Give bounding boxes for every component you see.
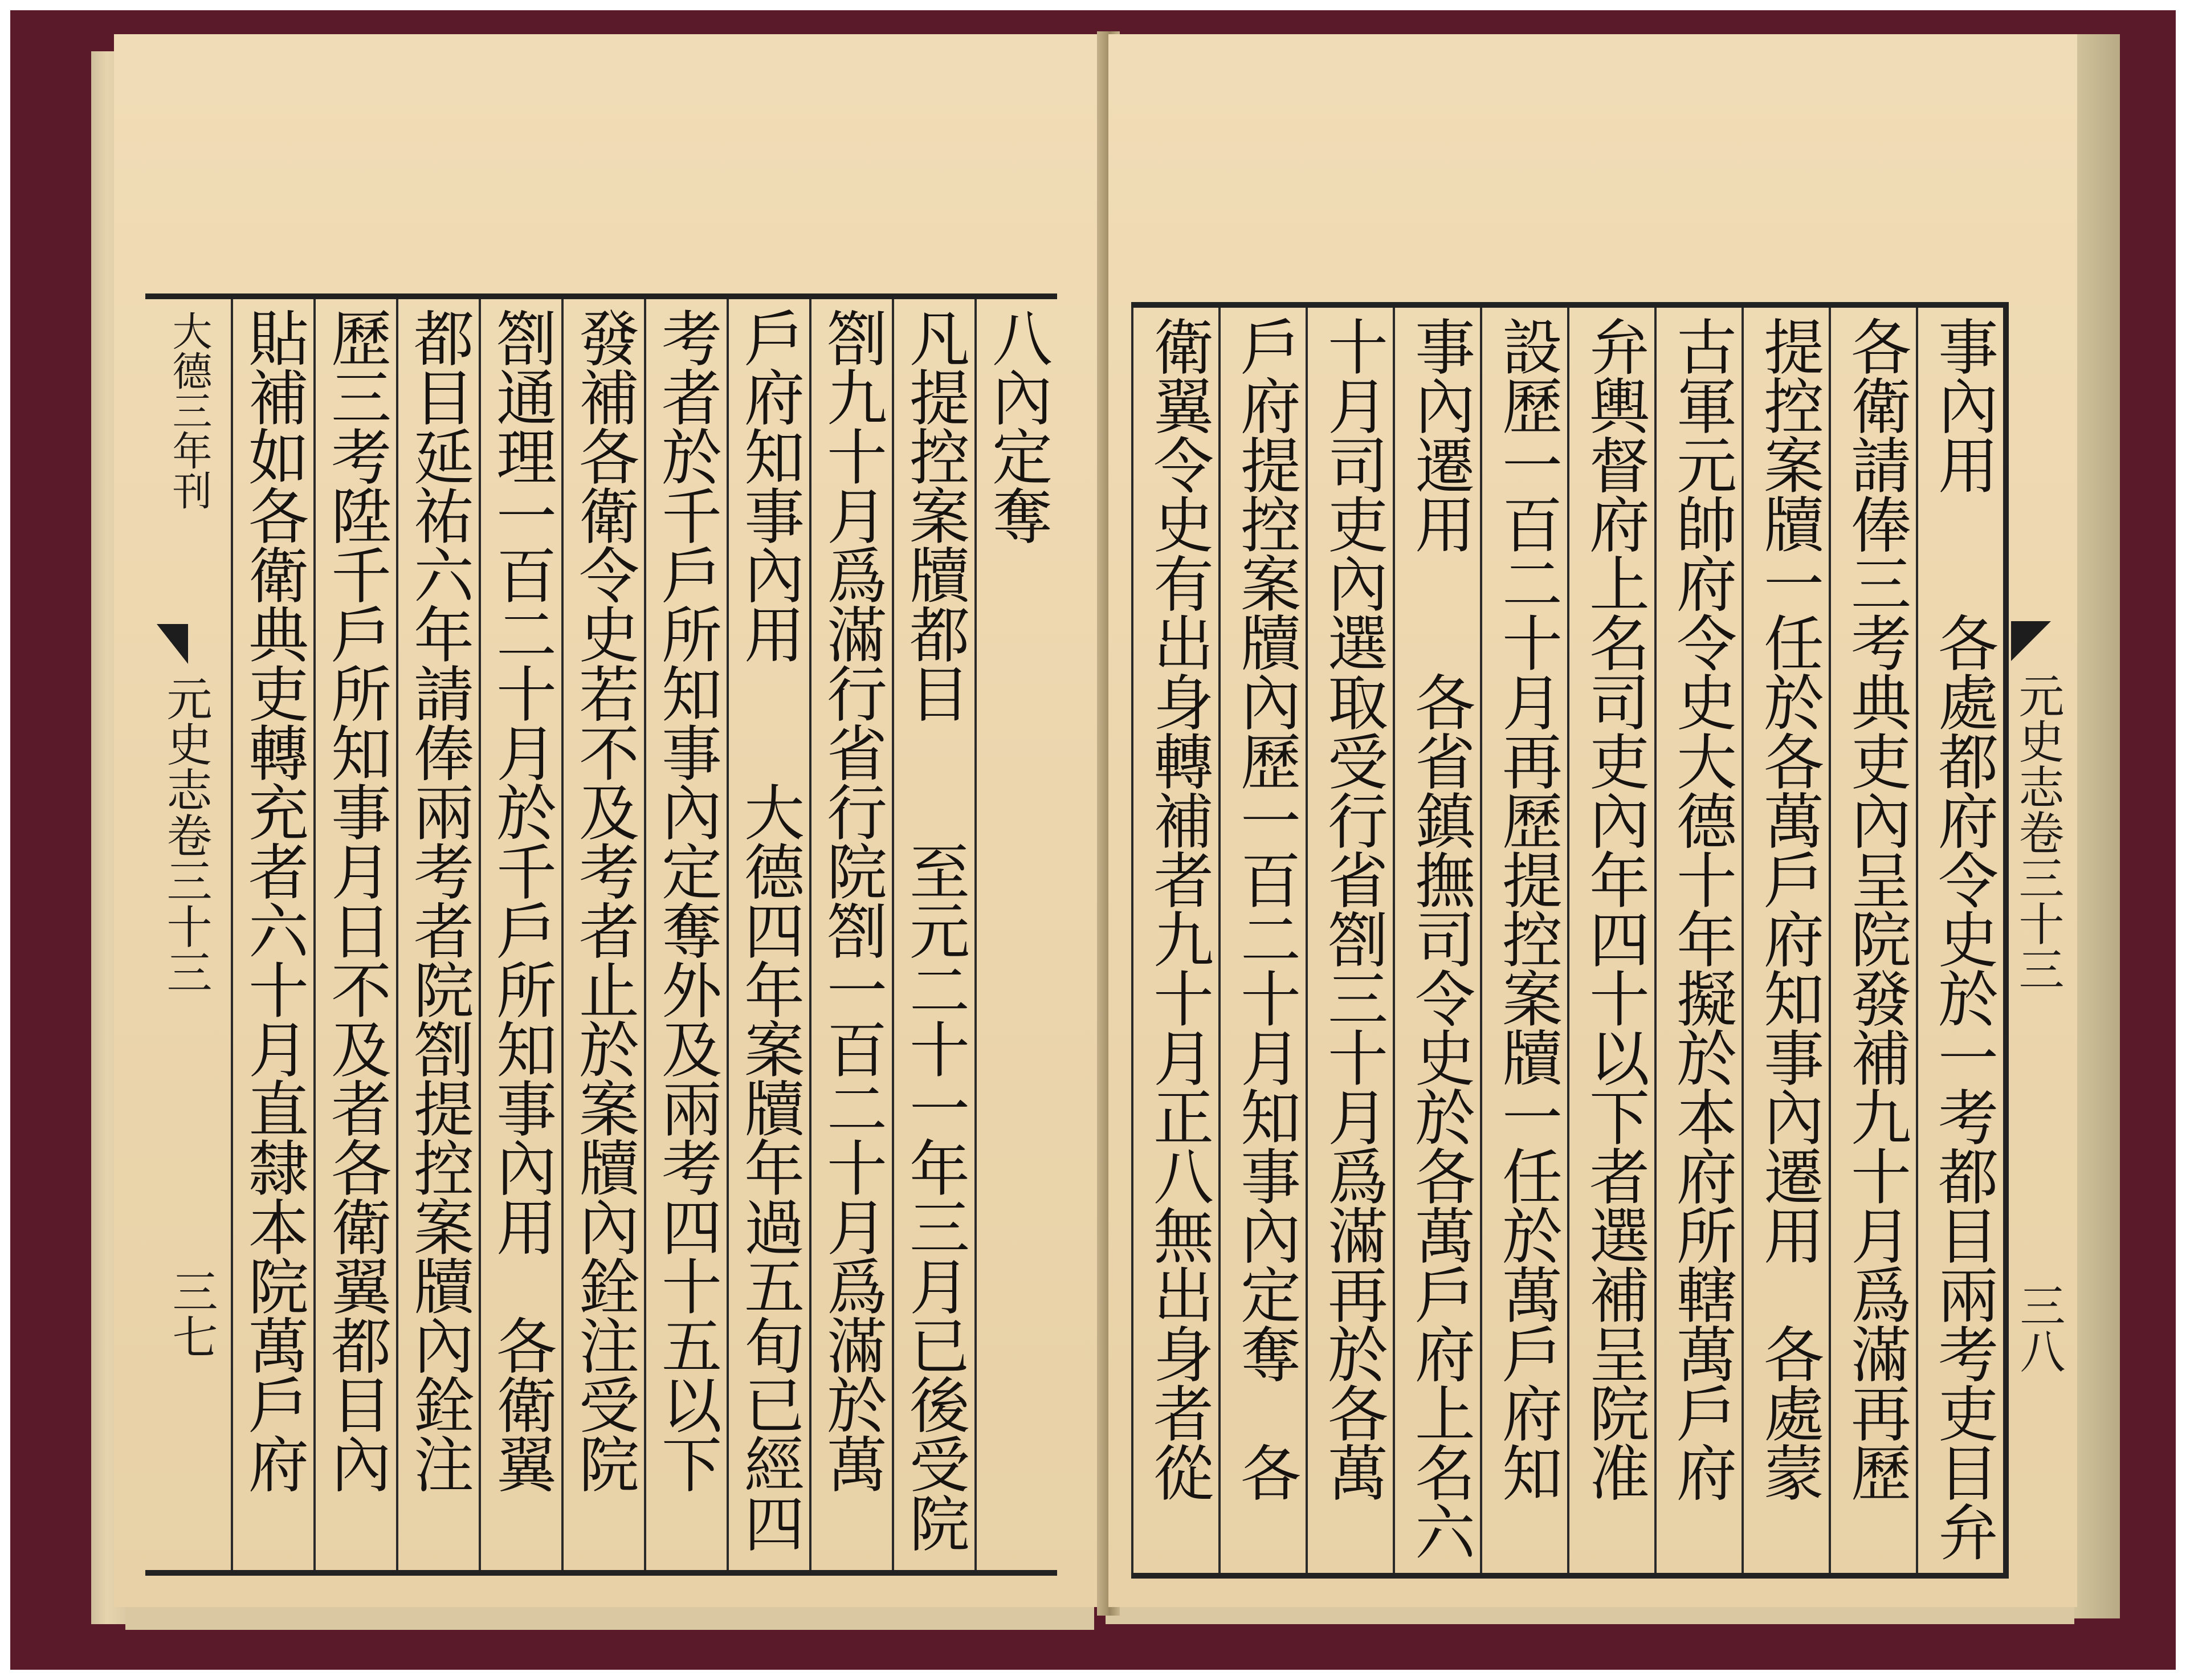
column-text: 各衛請俸三考典吏內呈院發補九十月爲滿再歷 bbox=[1841, 316, 1911, 1501]
text-column bbox=[1306, 308, 1393, 1573]
text-column bbox=[479, 299, 561, 1570]
column-text: 劄通理一百二十月於千戶所知事內用 各衛翼 bbox=[487, 307, 557, 1493]
left-banxin bbox=[145, 299, 233, 1570]
column-text: 設歷一百二十月再歷提控案牘一任於萬戶府知 bbox=[1492, 316, 1563, 1501]
column-text: 考者於千戶所知事內定奪外及兩考四十五以下 bbox=[652, 307, 722, 1493]
column-text: 都目延祐六年請俸兩考者院劄提控案牘內銓注 bbox=[404, 307, 474, 1493]
fish-tail-mark bbox=[2011, 621, 2051, 661]
column-text: 事內用 各處都府令史於一考都目兩考吏目弁 bbox=[1928, 316, 1999, 1560]
text-column bbox=[1567, 308, 1654, 1573]
column-text: 凡提控案牘都目 至元二十一年三月已後受院 bbox=[900, 307, 970, 1552]
column-text: 戶府知事內用 大德四年案牘年過五旬已經四 bbox=[735, 307, 805, 1552]
page-number: 三八 bbox=[2012, 1282, 2065, 1373]
right-text-block bbox=[1131, 302, 2009, 1579]
column-text: 事內遷用 各省鎮撫司令史於各萬戶府上名六 bbox=[1405, 316, 1475, 1560]
column-text: 十月司吏內選取受行省劄三十月爲滿再於各萬 bbox=[1318, 316, 1388, 1501]
column-text: 劄九十月爲滿行省行院劄一百二十月爲滿於萬 bbox=[817, 307, 887, 1493]
text-column bbox=[1480, 308, 1567, 1573]
text-column bbox=[1742, 308, 1829, 1573]
text-column bbox=[231, 299, 313, 1570]
text-column bbox=[396, 299, 479, 1570]
right-page bbox=[1108, 34, 2077, 1607]
column-text: 提控案牘一任於各萬戶府知事內遷用 各處蒙 bbox=[1754, 316, 1824, 1501]
column-text: 貼補如各衛典吏轉充者六十月直隸本院萬戶府 bbox=[239, 307, 309, 1493]
text-column bbox=[644, 299, 727, 1570]
column-text: 弁輿督府上名司吏內年四十以下者選補呈院准 bbox=[1580, 316, 1650, 1501]
edge-title: 元史志卷三十三 bbox=[2011, 672, 2064, 992]
column-text: 衛翼令史有出身轉補者九十月正八無出身者從 bbox=[1144, 316, 1214, 1501]
text-column bbox=[892, 299, 974, 1570]
page-number: 三七 bbox=[165, 1268, 218, 1359]
text-column bbox=[313, 299, 396, 1570]
edition-label: 大德三年刊 bbox=[166, 311, 213, 510]
left-text-block bbox=[145, 293, 1057, 1576]
text-column bbox=[727, 299, 809, 1570]
column-text: 歷三考陞千戶所知事月日不及者各衛翼都目內 bbox=[321, 307, 391, 1493]
text-column bbox=[1829, 308, 1916, 1573]
text-column bbox=[1131, 308, 1218, 1573]
column-text: 古軍元帥府令史大德十年擬於本府所轄萬戶府 bbox=[1667, 316, 1737, 1501]
text-column bbox=[561, 299, 644, 1570]
text-column bbox=[1654, 308, 1742, 1573]
fish-tail-mark bbox=[157, 624, 188, 664]
column-text: 發補各衛令史若不及考者止於案牘內銓注受院 bbox=[569, 307, 639, 1493]
text-column bbox=[1393, 308, 1480, 1573]
text-column bbox=[1916, 308, 2003, 1573]
edge-title: 元史志卷三十三 bbox=[159, 675, 212, 994]
text-column bbox=[974, 299, 1057, 1570]
right-banxin bbox=[2009, 302, 2071, 1579]
text-column bbox=[809, 299, 892, 1570]
text-column bbox=[1218, 308, 1306, 1573]
column-text: 八內定奪 bbox=[982, 307, 1053, 544]
column-text: 戶府提控案牘內歷一百二十月知事內定奪 各 bbox=[1231, 316, 1301, 1501]
left-page bbox=[114, 34, 1106, 1607]
